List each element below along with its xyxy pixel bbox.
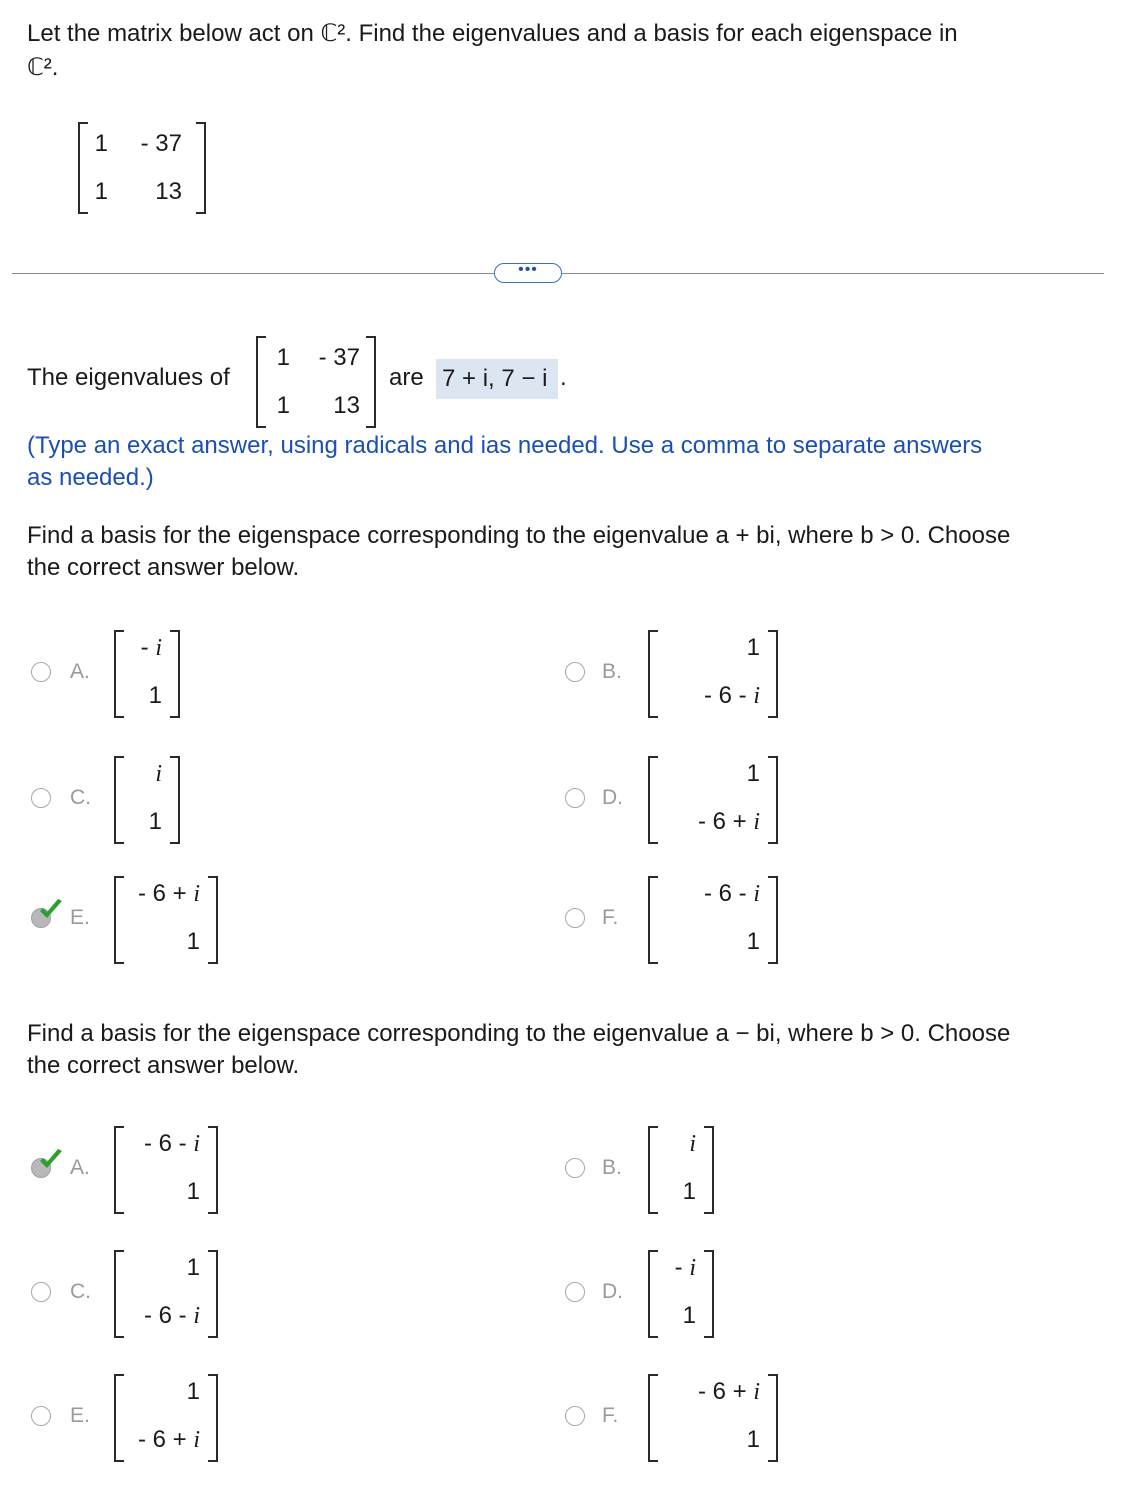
radio-button[interactable]: [565, 1406, 585, 1426]
radio-button[interactable]: [31, 788, 51, 808]
part1-option-d[interactable]: [561, 750, 784, 846]
eigen-matrix: [256, 336, 376, 428]
option-vector: [648, 1368, 778, 1464]
vector-entry-top: 1: [186, 1378, 200, 1405]
matrix-cell: - 37: [140, 130, 182, 157]
checkmark-icon: [37, 1148, 65, 1172]
matrix-cell: 13: [155, 178, 182, 205]
vector-entry-bottom: 1: [682, 1302, 696, 1329]
question-line-2: ℂ².: [27, 54, 59, 81]
radio-button[interactable]: [31, 1282, 51, 1302]
eigen-prefix: The eigenvalues of: [27, 364, 230, 391]
vector-entry-top: 1: [746, 760, 760, 787]
part2-option-e[interactable]: [27, 1368, 224, 1464]
option-label: E.: [70, 906, 90, 929]
more-button[interactable]: •••: [494, 263, 562, 283]
part2-prompt-line-1: Find a basis for the eigenspace corresponding to the eigenvalue a − bi, where b > 0. Choose: [27, 1020, 1011, 1047]
radio-button[interactable]: [31, 1406, 51, 1426]
option-vector: [114, 870, 218, 966]
matrix-cell: 13: [333, 392, 360, 419]
part2-prompt-line-2: the correct answer below.: [27, 1052, 300, 1079]
part1-prompt-line-1: Find a basis for the eigenspace corresponding to the eigenvalue a + bi, where b > 0. Choose: [27, 522, 1011, 549]
question-line-1: Let the matrix below act on ℂ². Find the eigenvalues and a basis for each eigenspace in: [27, 20, 958, 47]
matrix-cell: 1: [94, 130, 108, 157]
vector-entry-bottom: - 6 - i: [703, 682, 760, 709]
part1-option-a[interactable]: [27, 624, 186, 720]
option-vector: [648, 870, 778, 966]
vector-entry-top: - 6 - i: [703, 880, 760, 907]
eigen-are: are: [389, 364, 424, 391]
option-label: D.: [602, 786, 623, 809]
option-label: D.: [602, 1280, 623, 1303]
part2-option-d[interactable]: [561, 1244, 720, 1340]
radio-button[interactable]: [565, 1282, 585, 1302]
vector-entry-bottom: 1: [148, 808, 162, 835]
part1-prompt-line-2: the correct answer below.: [27, 554, 300, 581]
vector-entry-bottom: 1: [148, 682, 162, 709]
vector-entry-top: i: [689, 1131, 696, 1157]
vector-entry-top: - 6 + i: [137, 880, 200, 907]
option-label: A.: [70, 1156, 90, 1179]
matrix-cell: 1: [276, 344, 290, 371]
part2-option-a[interactable]: [27, 1120, 224, 1216]
vector-entry-bottom: 1: [186, 1178, 200, 1205]
matrix-cell: - 37: [318, 344, 360, 371]
part2-option-c[interactable]: [27, 1244, 224, 1340]
vector-entry-top: - 6 - i: [143, 1130, 200, 1157]
matrix-cell: 1: [276, 392, 290, 419]
vector-entry-bottom: 1: [682, 1178, 696, 1205]
option-label: A.: [70, 660, 90, 683]
option-label: E.: [70, 1404, 90, 1427]
matrix-cell: 1: [94, 178, 108, 205]
option-vector: [114, 1368, 218, 1464]
option-label: C.: [70, 786, 91, 809]
vector-entry-bottom: - 6 + i: [137, 1426, 200, 1453]
question-matrix: [78, 122, 208, 214]
vector-entry-bottom: - 6 + i: [697, 808, 760, 835]
vector-entry-top: - i: [140, 634, 162, 661]
part1-option-c[interactable]: [27, 750, 186, 846]
option-vector: [648, 750, 778, 846]
option-label: F.: [602, 906, 619, 929]
eigen-answer-suffix: .: [560, 364, 567, 391]
option-vector: [648, 624, 778, 720]
option-label: B.: [602, 1156, 622, 1179]
eigenvalues-answer-field[interactable]: 7 + i, 7 − i: [436, 359, 558, 399]
part1-option-f[interactable]: [561, 870, 784, 966]
option-label: C.: [70, 1280, 91, 1303]
vector-entry-top: 1: [186, 1254, 200, 1281]
radio-button[interactable]: [565, 662, 585, 682]
option-vector: [114, 624, 180, 720]
option-label: B.: [602, 660, 622, 683]
vector-entry-bottom: 1: [746, 928, 760, 955]
option-vector: [114, 750, 180, 846]
hint-line-1: (Type an exact answer, using radicals and ias needed. Use a comma to separate answers: [27, 432, 983, 459]
part1-option-b[interactable]: [561, 624, 784, 720]
radio-button[interactable]: [565, 908, 585, 928]
vector-entry-top: i: [155, 761, 162, 787]
vector-entry-bottom: 1: [186, 928, 200, 955]
option-vector: [648, 1120, 714, 1216]
option-vector: [114, 1244, 218, 1340]
vector-entry-bottom: - 6 - i: [143, 1302, 200, 1329]
radio-button[interactable]: [31, 662, 51, 682]
vector-entry-top: 1: [746, 634, 760, 661]
radio-button[interactable]: [565, 788, 585, 808]
hint-line-2: as needed.): [27, 464, 154, 491]
radio-button[interactable]: [565, 1158, 585, 1178]
part2-option-f[interactable]: [561, 1368, 784, 1464]
vector-entry-top: - i: [674, 1254, 696, 1281]
part1-option-e[interactable]: [27, 870, 224, 966]
checkmark-icon: [37, 898, 65, 922]
part2-option-b[interactable]: [561, 1120, 720, 1216]
option-vector: [114, 1120, 218, 1216]
option-vector: [648, 1244, 714, 1340]
vector-entry-top: - 6 + i: [697, 1378, 760, 1405]
vector-entry-bottom: 1: [746, 1426, 760, 1453]
option-label: F.: [602, 1404, 619, 1427]
